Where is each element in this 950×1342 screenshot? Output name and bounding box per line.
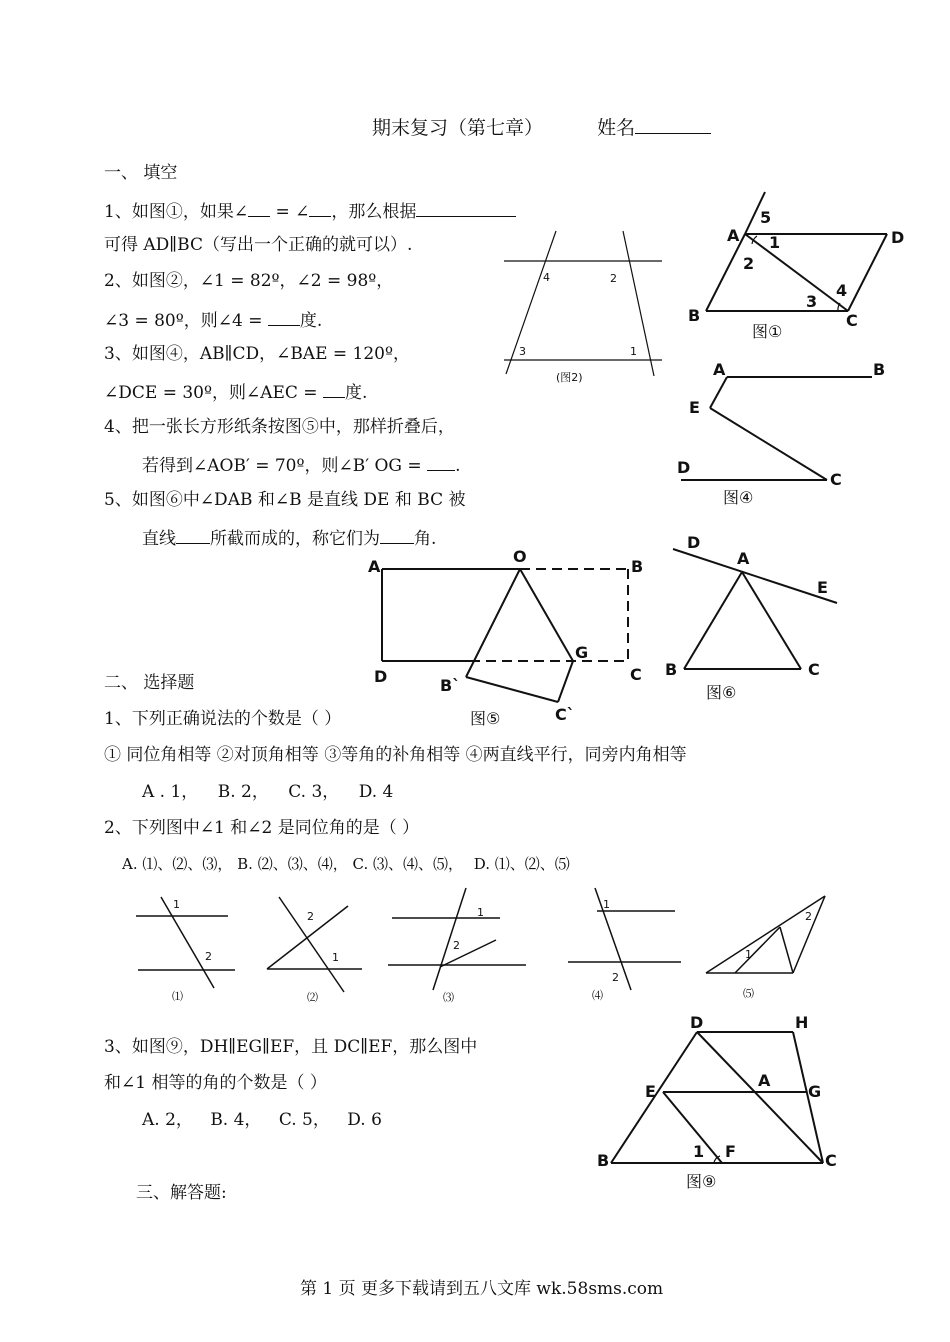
page-footer: 第 1 页 更多下载请到五八文库 wk.58sms.com [300, 1279, 664, 1299]
name-label: 姓名 [597, 117, 636, 139]
sf4-angle-2: 2 [612, 971, 619, 984]
fig1-angle-2: 2 [743, 254, 755, 273]
s2-q3-option-d: D. 6 [347, 1110, 382, 1130]
fig1-label-b: B [688, 306, 701, 325]
fig1-angle-3: 3 [806, 292, 818, 311]
fig5-label-d: D [374, 667, 388, 686]
s2-q1-option-b: B. 2， [217, 782, 269, 802]
sf5-caption: ⑸ [743, 987, 754, 1000]
fig4-label-a: A [713, 360, 726, 379]
fig9-label-b: B [597, 1151, 610, 1170]
figure-1 [688, 192, 904, 341]
sf5-angle-2: 2 [805, 910, 812, 923]
sf4-angle-1: 1 [603, 898, 610, 911]
fig5-label-o: O [513, 547, 527, 566]
q5-text-d: 角. [414, 529, 437, 549]
s2-q2-option-b: B. ⑵、⑶、⑷， [237, 855, 348, 873]
sf2-angle-2: 2 [307, 910, 314, 923]
fig2-angle-1: 1 [630, 345, 637, 358]
s2-q1-option-d: D. 4 [358, 782, 394, 802]
fig9-angle-1: 1 [693, 1142, 705, 1161]
small-figure-5 [706, 896, 825, 1000]
s2-q1-option-a: A . 1， [142, 782, 199, 802]
s2-q2-option-d: D. ⑴、⑵、⑸ [473, 855, 570, 873]
fig5-label-a: A [368, 557, 381, 576]
figure-6 [665, 533, 837, 702]
figure-2 [504, 231, 662, 384]
section1-heading: 一、 填空 [104, 163, 178, 183]
q1-text-b: ，那么根据 [331, 202, 417, 222]
q3-unit: 度. [344, 383, 368, 403]
fig6-label-a: A [737, 549, 750, 568]
q5-text-b: 直线 [142, 529, 176, 549]
sf1-caption: ⑴ [172, 990, 183, 1003]
q2-line1: 2、如图②，∠1 = 82º，∠2 = 98º， [104, 271, 394, 291]
sf4-caption: ⑷ [592, 989, 603, 1002]
q4-text-b: 若得到∠AOB′ = 70º，则∠B′ OG = [142, 456, 422, 476]
s2-q3-option-c: C. 5， [278, 1110, 330, 1130]
fig6-label-d: D [687, 533, 701, 552]
fig9-label-g: G [808, 1082, 822, 1101]
fig2-angle-4: 4 [543, 271, 550, 284]
fig1-angle-4: 4 [836, 281, 848, 300]
s2-q3-line1: 3、如图⑨，DH∥EG∥EF，且 DC∥EF，那么图中 [104, 1037, 478, 1057]
fig6-label-c: C [808, 660, 820, 679]
s2-q3-line2: 和∠1 相等的角的个数是（ ） [104, 1073, 327, 1093]
fig5-label-b: B [631, 557, 644, 576]
fig6-label-b: B [665, 660, 678, 679]
sf5-angle-1: 1 [745, 948, 752, 961]
q5-line1: 5、如图⑥中∠DAB 和∠B 是直线 DE 和 BC 被 [104, 490, 466, 510]
section2-heading: 二、 选择题 [104, 673, 195, 693]
title-text: 期末复习（第七章） [372, 117, 544, 139]
s2-q1-statements: ① 同位角相等 ②对顶角相等 ③等角的补角相等 ④两直线平行，同旁内角相等 [104, 745, 687, 765]
sf2-angle-1: 1 [332, 951, 339, 964]
fig1-angle-5: 5 [760, 208, 772, 227]
fig5-label-g: G [575, 643, 589, 662]
fig5-caption: 图⑤ [470, 709, 501, 728]
fig4-label-b: B [873, 360, 886, 379]
fig1-angle-1: 1 [769, 233, 781, 252]
q2-text-b: ∠3 = 80º，则∠4 = [104, 311, 263, 331]
sf3-caption: ⑶ [443, 991, 454, 1004]
fig6-label-e: E [817, 578, 828, 597]
section3-heading: 三、解答题: [136, 1183, 227, 1203]
sf3-angle-1: 1 [477, 906, 484, 919]
q5-text-c: 所截而成的，称它们为 [210, 529, 380, 549]
fig9-label-e: E [645, 1082, 656, 1101]
fig4-caption: 图④ [723, 488, 754, 507]
s2-q1: 1、下列正确说法的个数是（ ） [104, 709, 342, 729]
fig9-label-h: H [795, 1013, 809, 1032]
fig5-label-b-prime: B` [440, 676, 461, 695]
q4-line1: 4、把一张长方形纸条按图⑤中，那样折叠后， [104, 417, 455, 437]
fig2-caption: (图2) [556, 371, 583, 384]
small-figure-1 [136, 897, 235, 1003]
fig9-label-a: A [758, 1071, 771, 1090]
sf1-angle-2: 2 [205, 950, 212, 963]
sf3-angle-2: 2 [453, 939, 460, 952]
s2-q1-option-c: C. 3， [288, 782, 340, 802]
fig2-angle-3: 3 [519, 345, 526, 358]
s2-q2-option-c: C. ⑶、⑷、⑸， [352, 855, 463, 873]
fig4-label-d: D [677, 458, 691, 477]
small-figure-4 [568, 888, 681, 1002]
fig6-caption: 图⑥ [706, 683, 737, 702]
sf2-caption: ⑵ [307, 991, 318, 1004]
fig9-label-c: C [825, 1151, 837, 1170]
sf1-angle-1: 1 [173, 898, 180, 911]
fig4-label-c: C [830, 470, 842, 489]
q4-end: . [455, 456, 461, 476]
s2-q2-option-a: A. ⑴、⑵、⑶， [122, 855, 233, 873]
small-figure-2 [267, 897, 362, 1004]
fig9-label-d: D [690, 1013, 704, 1032]
fig9-caption: 图⑨ [686, 1172, 717, 1191]
q1-text-eq: = ∠ [275, 202, 310, 222]
figure-4 [677, 360, 885, 507]
fig1-label-c: C [846, 311, 858, 330]
fig9-label-f: F [725, 1142, 736, 1161]
s2-q3-option-b: B. 4， [210, 1110, 262, 1130]
s2-q2: 2、下列图中∠1 和∠2 是同位角的是（ ） [104, 818, 420, 838]
fig5-label-c: C [630, 665, 642, 684]
small-figure-3 [388, 888, 526, 1004]
fig2-angle-2: 2 [610, 272, 617, 285]
figure-5 [368, 547, 643, 728]
q1-line2: 可得 AD∥BC（写出一个正确的就可以）. [104, 235, 413, 255]
q3-text-b: ∠DCE = 30º，则∠AEC = [104, 383, 318, 403]
q2-unit: 度. [299, 311, 323, 331]
fig5-label-c-prime: C` [555, 705, 575, 724]
fig1-label-a: A [727, 226, 740, 245]
s2-q3-option-a: A. 2， [142, 1110, 193, 1130]
fig4-label-e: E [689, 398, 700, 417]
fig1-label-d: D [891, 228, 905, 247]
figure-9 [597, 1013, 837, 1191]
fig1-caption: 图① [752, 322, 783, 341]
q3-line1: 3、如图④，AB∥CD，∠BAE = 120º， [104, 344, 410, 364]
q1-text-a: 1、如图①，如果∠ [104, 202, 249, 222]
